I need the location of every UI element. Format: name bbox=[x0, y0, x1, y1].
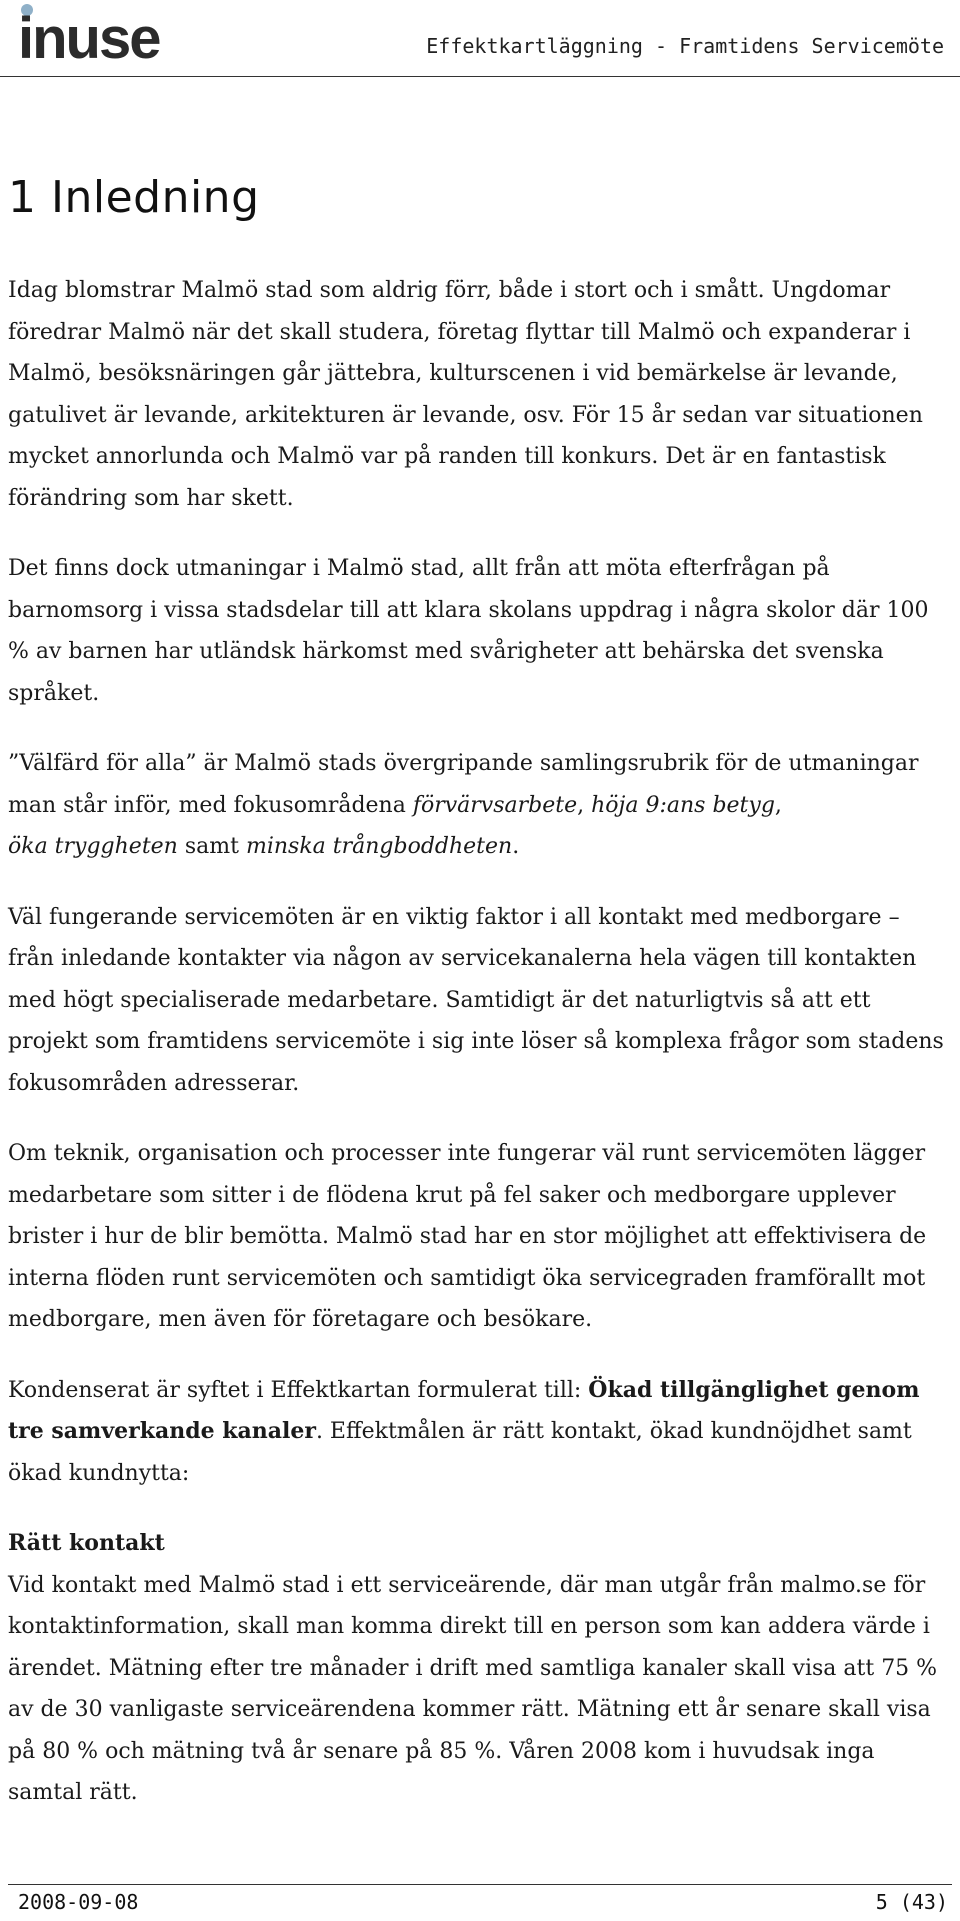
document-title: Effektkartläggning - Framtidens Servicemöte bbox=[426, 34, 944, 58]
footer-date: 2008-09-08 bbox=[18, 1890, 139, 1914]
paragraph: Väl fungerande servicemöten är en viktig faktor i all kontakt med medborgare – från inledande kontakter via någon av servicekanalerna hela vägen till kontakten med högt specialiserade medarbetare. Samtidigt är det naturligtvis så att ett projekt som framtidens servicemöte i sig inte löser så komplexa frågor som stadens fokusområden adresserar. bbox=[8, 904, 944, 1096]
text-run: , bbox=[577, 792, 592, 818]
text-run: samt bbox=[177, 834, 246, 859]
text-run: Kondenserat är syftet i Effektkartan formulerat till: bbox=[8, 1377, 589, 1403]
page-header bbox=[0, 0, 960, 77]
page-number: 5 (43) bbox=[875, 1890, 948, 1914]
paragraph bbox=[8, 743, 948, 868]
focus-area-term: höja 9:ans betyg bbox=[591, 792, 775, 818]
text-run: , bbox=[774, 792, 782, 818]
text-run: ”Välfärd för alla” är Malmö stads övergripande samlingsrubrik för de utmaningar man står inför, med fokusområdena bbox=[8, 751, 919, 818]
emphasized-goal: Ökad tillgänglighet genom tre samverkande kanaler bbox=[8, 1376, 920, 1444]
inuse-logo bbox=[18, 2, 178, 66]
paragraph: Idag blomstrar Malmö stad som aldrig förr, både i stort och i smått. Ungdomar föredrar Malmö när det skall studera, företag flyttar till Malmö och expanderar i Malmö, besöksnäringen går jättebra, kulturscenen i vid bemärkelse är levande, gatulivet är levande, arkitekturen är levande, osv. För 15 år sedan var situationen mycket annorlunda och Malmö var på randen till konkurs. Det är en fantastisk förändring som har skett. bbox=[8, 278, 923, 511]
focus-area-term: förvärvsarbete bbox=[412, 792, 578, 818]
body-text bbox=[8, 270, 948, 1814]
text-run: . bbox=[512, 834, 520, 859]
text-run: . Effektmålen är rätt kontakt, ökad kundnöjdhet samt ökad kundnytta: bbox=[8, 1419, 912, 1486]
focus-area-term: minska trångboddheten bbox=[245, 834, 513, 859]
subheading: Rätt kontakt bbox=[8, 1530, 165, 1556]
paragraph bbox=[8, 1370, 948, 1495]
footer-divider bbox=[8, 1884, 952, 1885]
paragraph: Det finns dock utmaningar i Malmö stad, allt från att möta efterfrågan på barnomsorg i vissa stadsdelar till att klara skolans uppdrag i några skolor där 100 % av barnen har utländsk härkomst med svårigheter att behärska det svenska språket. bbox=[8, 556, 929, 706]
focus-area-term: öka tryggheten bbox=[8, 834, 178, 859]
logo-text: inuse bbox=[18, 6, 160, 66]
page-title: 1 Inledning bbox=[8, 172, 260, 223]
paragraph: Vid kontakt med Malmö stad i ett serviceärende, där man utgår från malmo.se för kontaktinformation, skall man komma direkt till en person som kan addera värde i ärendet. Mätning efter tre månader i drift med samtliga kanaler skall visa att 75 % av de 30 vanligaste serviceärendena kommer rätt. Mätning ett år senare skall visa på 80 % och mätning två år senare på 85 %. Våren 2008 kom i huvudsak inga samtal rätt. bbox=[8, 1572, 938, 1805]
paragraph: Om teknik, organisation och processer inte fungerar väl runt servicemöten lägger medarbetare som sitter i de flödena krut på fel saker och medborgare upplever brister i hur de blir bemötta. Malmö stad har en stor möjlighet att effektivisera de interna flöden runt servicemöten och samtidigt öka servicegraden framförallt mot medborgare, men även för företagare och besökare. bbox=[8, 1141, 927, 1332]
